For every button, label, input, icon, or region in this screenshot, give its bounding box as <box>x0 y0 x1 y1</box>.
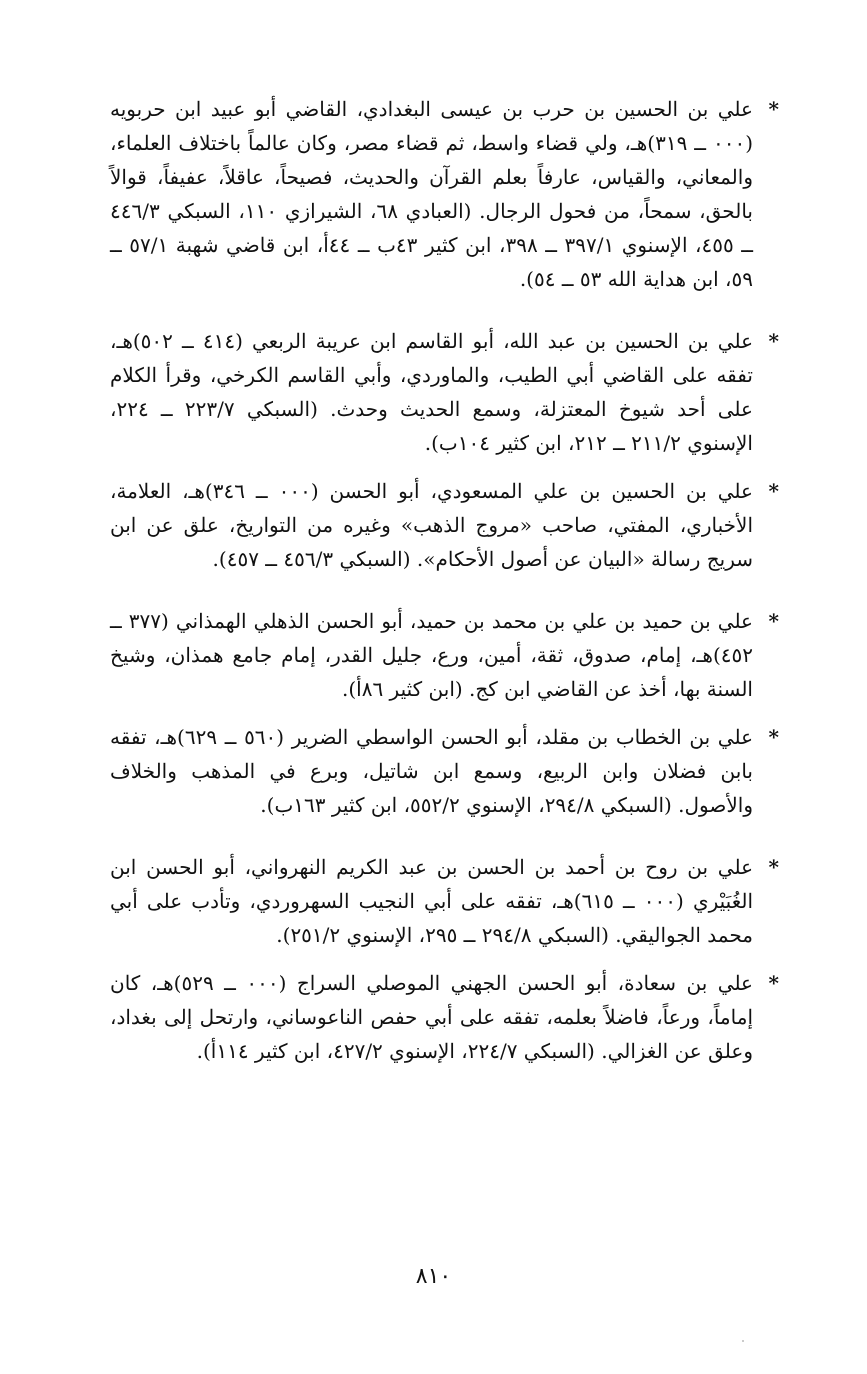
entry-marker: * <box>768 97 779 121</box>
entry <box>110 966 779 1068</box>
entry-text: علي بن حميد بن علي بن محمد بن حميد، أبو الحسن الذهلي الهمذاني (٣٧٧ ــ ٤٥٢)هـ، إمام، صدوق، ثقة، أمين، ورع، جليل القدر، إمام جامع همذان، وشيخ السنة بها، أخذ عن القاضي ابن كج. (ابن كثير ٨٦أ). <box>110 609 753 701</box>
entry-text: علي بن الحسين بن علي المسعودي، أبو الحسن (٠٠٠ ــ ٣٤٦)هـ، العلامة، الأخباري، المفتي، صاحب «مروج الذهب» وغيره من التواريخ، علق عن ابن سريج رسالة «البيان عن أصول الأحكام». (السبكي ٤٥٦/٣ ــ ٤٥٧). <box>110 479 753 571</box>
page-number: ٨١٠ <box>415 1264 452 1289</box>
entry <box>110 850 779 952</box>
scan-speck <box>742 1340 744 1342</box>
entry <box>110 92 779 296</box>
entry-marker: * <box>768 609 779 633</box>
entry-marker: * <box>768 479 779 503</box>
entry <box>110 720 779 822</box>
entry-marker: * <box>768 725 779 749</box>
entry-marker: * <box>768 855 779 879</box>
entry <box>110 604 779 706</box>
entry-marker: * <box>768 329 779 353</box>
entry-text: علي بن سعادة، أبو الحسن الجهني الموصلي السراج (٠٠٠ ــ ٥٢٩)هـ، كان إماماً، ورعاً، فاضلاً بعلمه، تفقه على أبي حفص الناعوساني، وارتحل إلى بغداد، وعلق عن الغزالي. (السبكي ٢٢٤/٧، الإسنوي ٤٢٧/٢، ابن كثير ١١٤أ). <box>110 971 753 1063</box>
entry <box>110 474 779 576</box>
entry-text: علي بن روح بن أحمد بن الحسن بن عبد الكريم النهرواني، أبو الحسن ابن الغُبَيْري (٠٠٠ ــ ٦١٥)هـ، تفقه على أبي النجيب السهروردي، وتأدب على أبي محمد الجواليقي. (السبكي ٢٩٤/٨ ــ ٢٩٥، الإسنوي ٢٥١/٢). <box>110 855 754 947</box>
entry-marker: * <box>768 971 779 995</box>
entry-text: علي بن الحسين بن عبد الله، أبو القاسم ابن عريبة الربعي (٤١٤ ــ ٥٠٢)هـ، تفقه على القاضي أبي الطيب، والماوردي، وأبي القاسم الكرخي، وقرأ الكلام على أحد شيوخ المعتزلة، وسمع الحديث وحدث. (السبكي ٢٢٣/٧ ــ ٢٢٤، الإسنوي ٢١١/٢ ــ ٢١٢، ابن كثير ١٠٤ب). <box>110 329 754 455</box>
entry <box>110 324 779 460</box>
entry-text: علي بن الخطاب بن مقلد، أبو الحسن الواسطي الضرير (٥٦٠ ــ ٦٢٩)هـ، تفقه بابن فضلان وابن الربيع، وسمع ابن شاتيل، وبرع في المذهب والخلاف والأصول. (السبكي ٢٩٤/٨، الإسنوي ٥٥٢/٢، ابن كثير ١٦٣ب). <box>110 725 753 817</box>
entry-text: علي بن الحسين بن حرب بن عيسى البغدادي، القاضي أبو عبيد ابن حربويه (٠٠٠ ــ ٣١٩)هـ، ولي قضاء واسط، ثم قضاء مصر، وكان عالماً باختلاف العلماء، والمعاني، والقياس، عارفاً بعلم القرآن والحديث، فصيحاً، عاقلاً، عفيفاً، قوالاً بالحق، سمحاً، من فحول الرجال. (العبادي ٦٨، الشيرازي ١١٠، السبكي ٤٤٦/٣ ــ ٤٥٥، الإسنوي ٣٩٧/١ ــ ٣٩٨، ابن كثير ٤٣ب ــ ٤٤أ، ابن قاضي شهبة ٥٧/١ ــ ٥٩، ابن هداية الله ٥٣ ــ ٥٤). <box>110 97 754 291</box>
biographical-entries <box>110 92 779 1068</box>
